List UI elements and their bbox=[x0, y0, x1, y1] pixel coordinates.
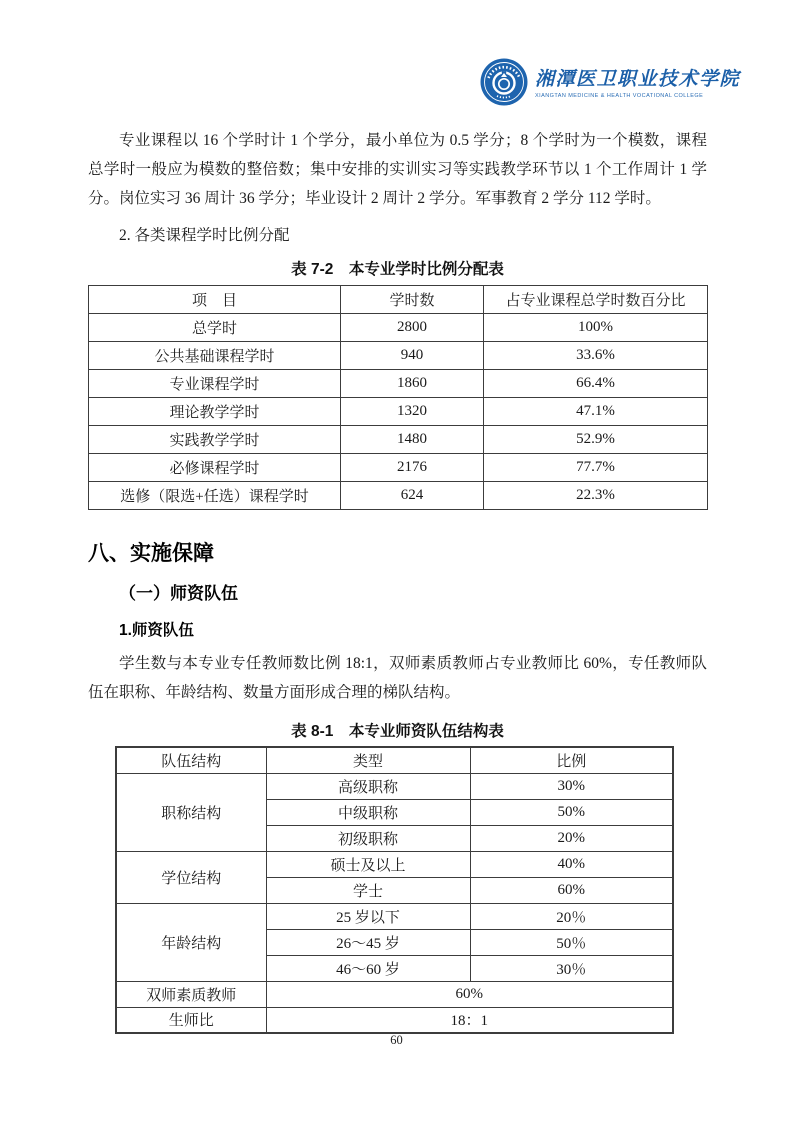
merged-value-cell: 18：1 bbox=[266, 1007, 673, 1033]
ratio-cell: 50% bbox=[470, 799, 673, 825]
item-cell: 必修课程学时 bbox=[89, 454, 341, 482]
item-cell: 专业课程学时 bbox=[89, 370, 341, 398]
college-name-block bbox=[535, 69, 740, 99]
hours-cell: 1320 bbox=[341, 398, 484, 426]
percent-cell: 22.3% bbox=[484, 482, 708, 510]
row-label-cell: 生师比 bbox=[116, 1007, 266, 1033]
hours-cell: 1860 bbox=[341, 370, 484, 398]
hours-cell: 2176 bbox=[341, 454, 484, 482]
table-row bbox=[116, 773, 673, 799]
type-cell: 26～45 岁 bbox=[266, 929, 470, 955]
faculty-structure-table bbox=[115, 746, 674, 1034]
percent-cell: 66.4% bbox=[484, 370, 708, 398]
table-row bbox=[116, 1007, 673, 1033]
hours-ratio-table bbox=[88, 285, 708, 510]
college-name-zh: 湘潭医卫职业技术学院 bbox=[534, 69, 740, 90]
column-header: 学时数 bbox=[341, 286, 484, 314]
college-emblem-icon bbox=[480, 58, 528, 111]
table-row bbox=[116, 981, 673, 1007]
table-row bbox=[89, 454, 708, 482]
faculty-paragraph: 学生数与本专业专任教师数比例 18:1，双师素质教师占专业教师比 60%，专任教师队伍在职称、年龄结构、数量方面形成合理的梯队结构。 bbox=[88, 655, 707, 701]
hours-cell: 1480 bbox=[341, 426, 484, 454]
column-header: 比例 bbox=[470, 747, 673, 773]
group-label-cell: 职称结构 bbox=[116, 773, 266, 851]
table-header-row bbox=[89, 286, 708, 314]
item-cell: 公共基础课程学时 bbox=[89, 342, 341, 370]
column-header: 项 目 bbox=[89, 286, 341, 314]
hours-table-body bbox=[89, 314, 708, 510]
table8-1-title: 表 8-1 本专业师资队伍结构表 bbox=[291, 723, 504, 740]
table-row bbox=[89, 370, 708, 398]
subsection-heading: （一）师资队伍 bbox=[119, 584, 238, 603]
intro-paragraph: 专业课程以 16 个学时计 1 个学分，最小单位为 0.5 学分；8 个学时为一个模数，课程总学时一般应为模数的整倍数；集中安排的实训实习等实践教学环节以 1 个工作周计 1 学分。岗位实习 36 周计 36 学分；毕业设计 2 周计 2 学分。军事教育 2 学分 112 学时。 bbox=[88, 132, 707, 207]
ratio-cell: 30％ bbox=[470, 955, 673, 981]
percent-cell: 33.6% bbox=[484, 342, 708, 370]
percent-cell: 77.7% bbox=[484, 454, 708, 482]
college-logo bbox=[480, 58, 740, 111]
type-cell: 46～60 岁 bbox=[266, 955, 470, 981]
item-cell: 选修（限选+任选）课程学时 bbox=[89, 482, 341, 510]
table-row bbox=[89, 426, 708, 454]
college-name-en: XIANGTAN MEDICINE & HEALTH VOCATIONAL COLLEGE bbox=[534, 93, 704, 99]
ratio-cell: 20％ bbox=[470, 903, 673, 929]
type-cell: 25 岁以下 bbox=[266, 903, 470, 929]
item-cell: 总学时 bbox=[89, 314, 341, 342]
table-row bbox=[89, 482, 708, 510]
percent-cell: 52.9% bbox=[484, 426, 708, 454]
group-label-cell: 年龄结构 bbox=[116, 903, 266, 981]
column-header: 队伍结构 bbox=[116, 747, 266, 773]
ratio-cell: 60% bbox=[470, 877, 673, 903]
column-header: 类型 bbox=[266, 747, 470, 773]
item-cell: 理论教学学时 bbox=[89, 398, 341, 426]
page-header bbox=[0, 0, 793, 110]
ratio-cell: 20% bbox=[470, 825, 673, 851]
faculty-table-body bbox=[116, 773, 673, 1033]
page-number: 60 bbox=[390, 1033, 403, 1047]
type-cell: 学士 bbox=[266, 877, 470, 903]
type-cell: 硕士及以上 bbox=[266, 851, 470, 877]
merged-value-cell: 60% bbox=[266, 981, 673, 1007]
page-content bbox=[0, 126, 793, 1034]
table-row bbox=[116, 851, 673, 877]
column-header: 占专业课程总学时数百分比 bbox=[484, 286, 708, 314]
table7-2-title: 表 7-2 本专业学时比例分配表 bbox=[291, 261, 504, 278]
ratio-cell: 40% bbox=[470, 851, 673, 877]
percent-cell: 47.1% bbox=[484, 398, 708, 426]
hours-cell: 940 bbox=[341, 342, 484, 370]
subsubsection-heading: 1.师资队伍 bbox=[119, 622, 194, 639]
ratio-cell: 30% bbox=[470, 773, 673, 799]
hours-cell: 624 bbox=[341, 482, 484, 510]
table-header-row bbox=[116, 747, 673, 773]
item-cell: 实践教学学时 bbox=[89, 426, 341, 454]
table-row bbox=[89, 314, 708, 342]
hours-cell: 2800 bbox=[341, 314, 484, 342]
type-cell: 初级职称 bbox=[266, 825, 470, 851]
table-row bbox=[89, 342, 708, 370]
ratio-cell: 50％ bbox=[470, 929, 673, 955]
type-cell: 高级职称 bbox=[266, 773, 470, 799]
table-row bbox=[89, 398, 708, 426]
row-label-cell: 双师素质教师 bbox=[116, 981, 266, 1007]
list-item-hours-ratio: 2. 各类课程学时比例分配 bbox=[119, 227, 290, 244]
percent-cell: 100% bbox=[484, 314, 708, 342]
table-row bbox=[116, 903, 673, 929]
section-heading: 八、实施保障 bbox=[88, 542, 214, 565]
type-cell: 中级职称 bbox=[266, 799, 470, 825]
group-label-cell: 学位结构 bbox=[116, 851, 266, 903]
